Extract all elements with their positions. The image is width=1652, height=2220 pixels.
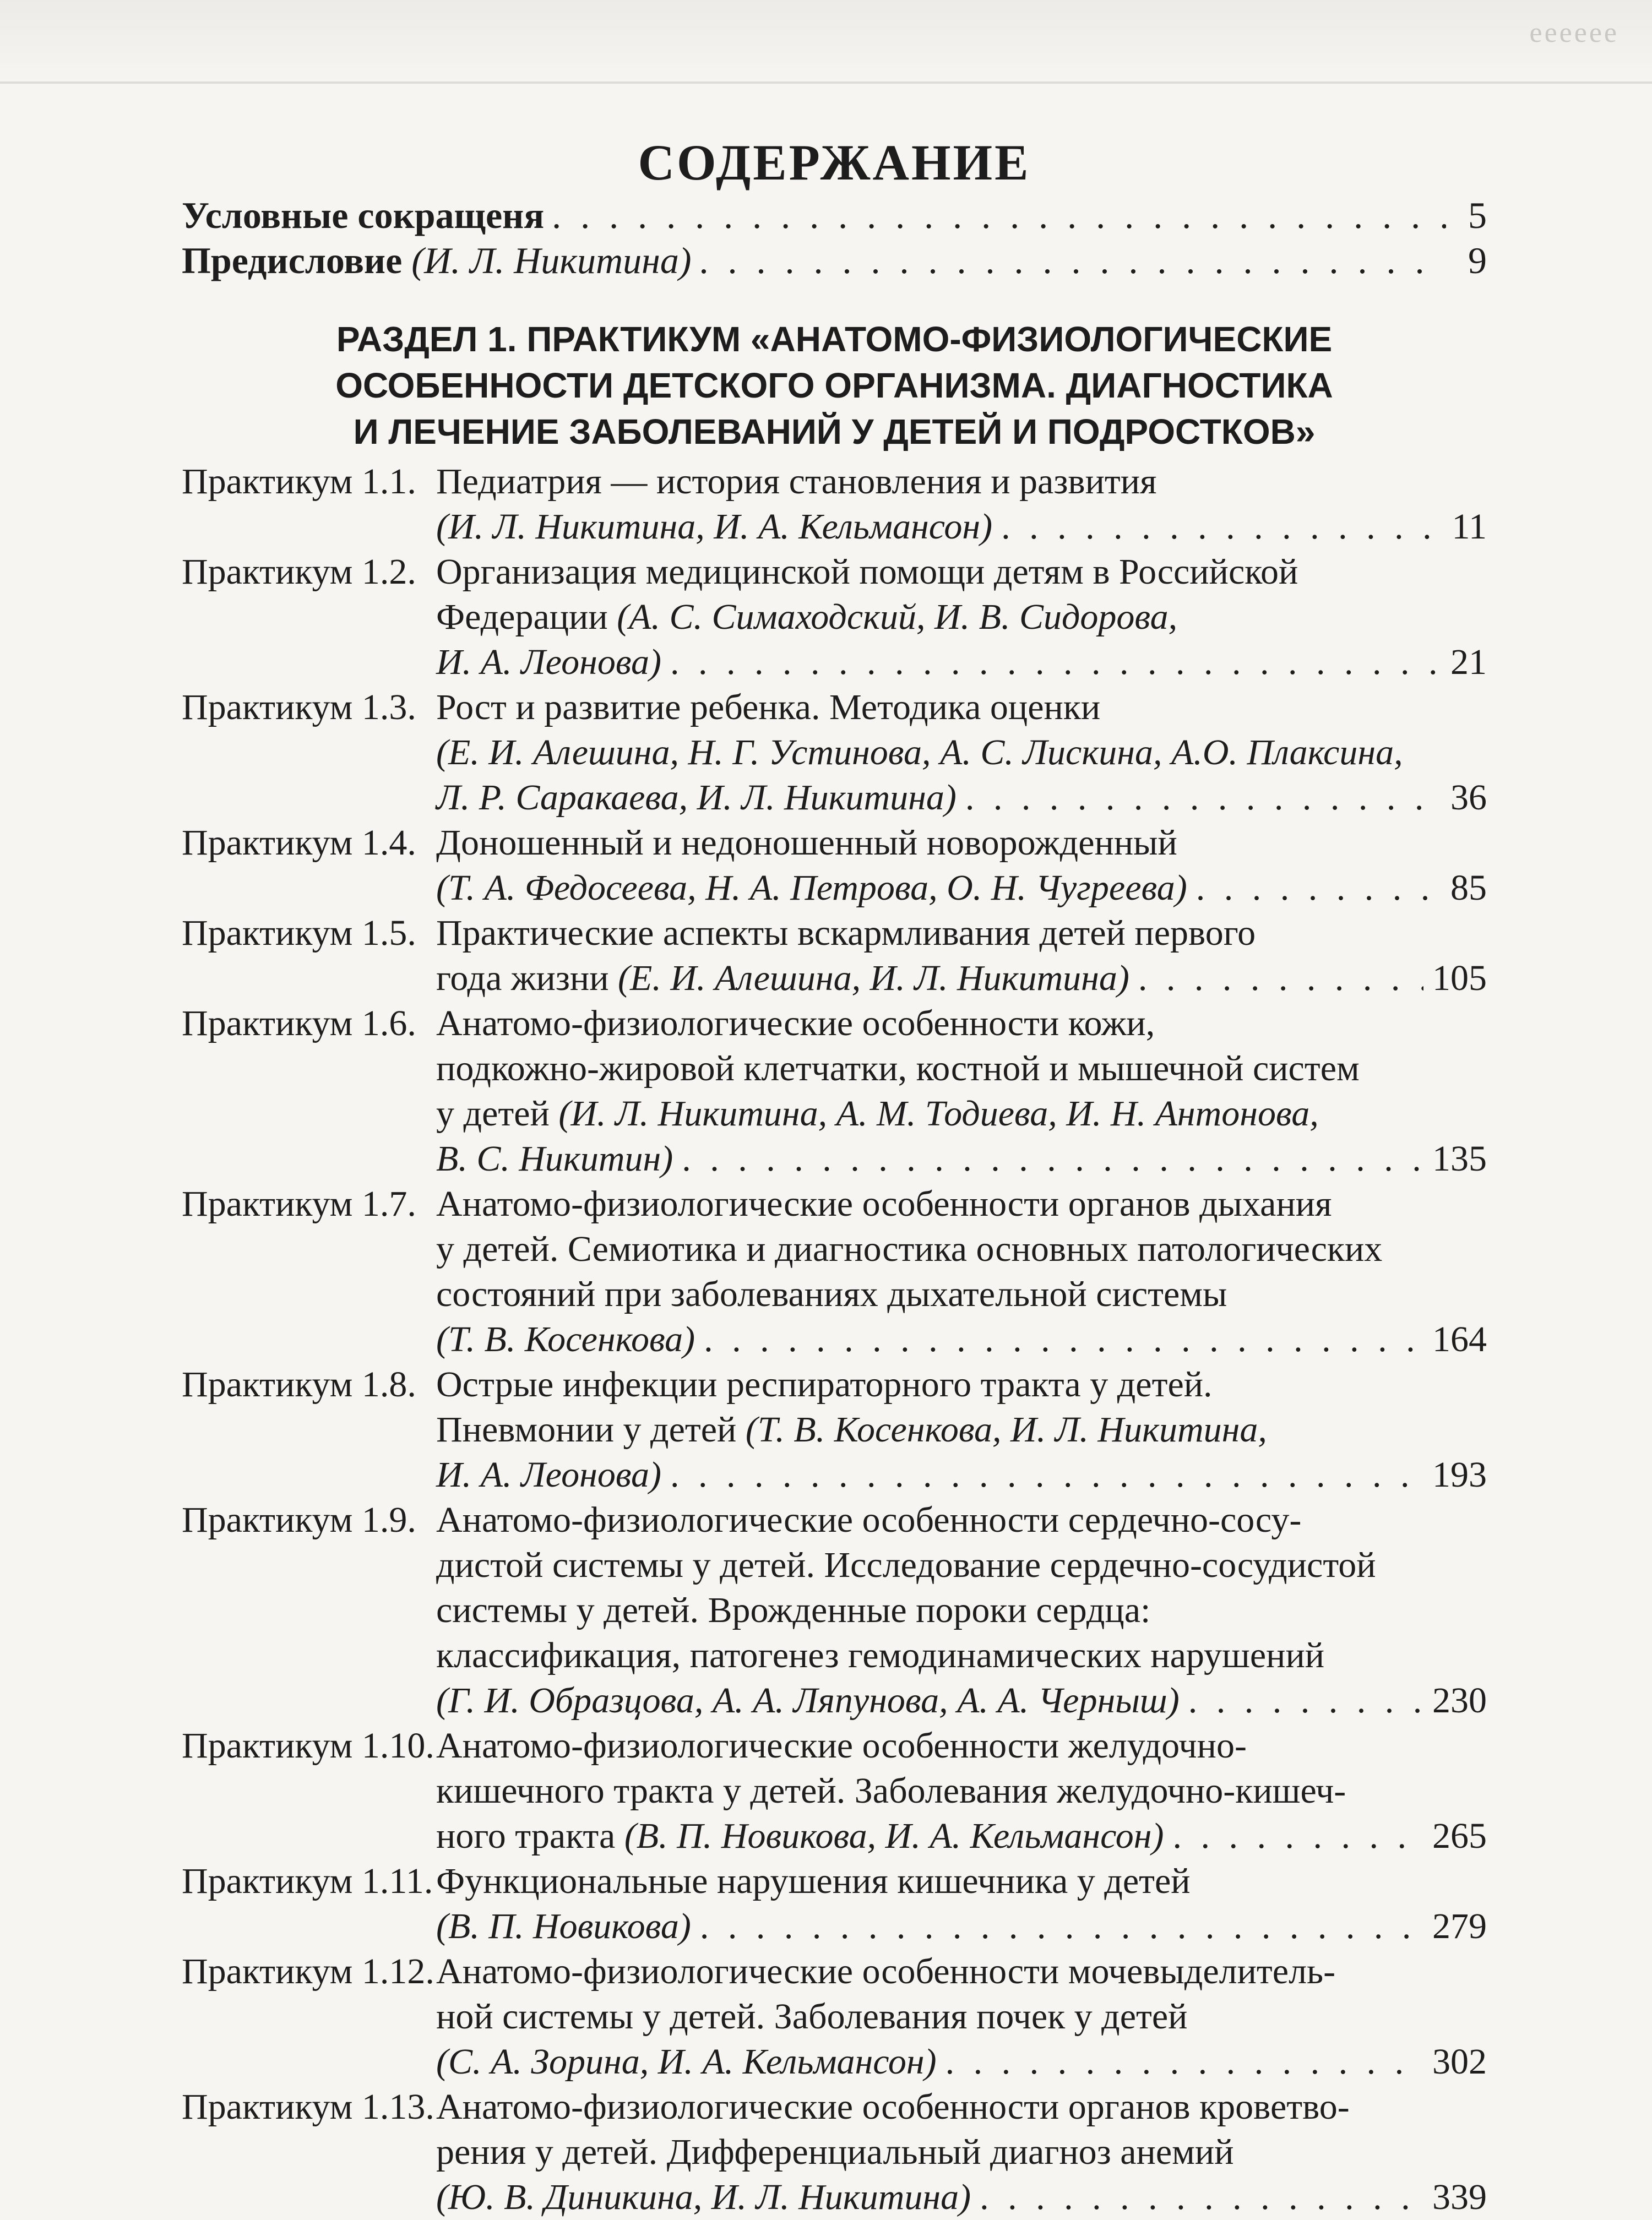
practicum-title-line: состояний при заболеваниях дыхательной системы [436,1274,1227,1314]
table-of-contents [182,132,1487,2220]
practicum-number: Практикум 1.5. [182,913,416,953]
practicum-body [436,1362,1487,1498]
practicum-number: Практикум 1.8. [182,1364,416,1405]
practicum-number: Практикум 1.11. [182,1861,433,1901]
toc-entry-practicum[interactable] [182,549,1487,685]
leader-dots [704,1317,1423,1362]
practicum-authors-cont: И. А. Леонова) [436,642,662,682]
leader-dots [1196,866,1442,911]
practicum-title-line: ной системы у детей. Заболевания почек у детей [436,1996,1188,2037]
page-number: 11 [1452,507,1487,547]
practicum-authors-cont: Л. Р. Саракаева, И. Л. Никитина) [436,777,957,818]
practicum-title-line: кишечного тракта у детей. Заболевания желудочно-кишеч- [436,1771,1346,1811]
practicum-body [436,1001,1487,1182]
leader-dots [670,1452,1423,1498]
page-number: 193 [1432,1455,1487,1495]
practicum-title-line: рения у детей. Дифференциальный диагноз анемий [436,2132,1234,2172]
practicum-authors: (Г. И. Образцова, А. А. Ляпунова, А. А. Черныш) [436,1680,1180,1721]
practicum-title-line: Анатомо-физиологические особенности органов дыхания [436,1184,1332,1224]
toc-entry-abbreviations[interactable] [182,193,1487,238]
toc-entry-practicum[interactable] [182,1859,1487,1949]
page-number: 36 [1450,777,1487,818]
practicum-body [436,1182,1487,1362]
toc-entry-preface[interactable] [182,238,1487,283]
practicum-authors: (Т. В. Косенкова, И. Л. Никитина, [745,1410,1267,1450]
practicum-title-line: Анатомо-физиологические особенности органов кроветво- [436,2087,1350,2127]
practicum-title-line: Острые инфекции респираторного тракта у детей. [436,1364,1213,1405]
leader-dots [1001,504,1443,549]
leader-dots [699,238,1446,283]
page-top-edge [0,0,1652,83]
practicum-authors: (Е. И. Алешина, И. Л. Никитина) [618,958,1129,998]
practicum-title-line: Практические аспекты вскармливания детей первого [436,913,1256,953]
page-number: 135 [1432,1139,1487,1179]
practicum-body [436,1949,1487,2085]
practicum-number: Практикум 1.2. [182,552,416,592]
practicum-number: Практикум 1.1. [182,461,416,502]
leader-dots [965,775,1442,820]
page-divider [0,81,1652,84]
practicum-authors: (И. Л. Никитина, А. М. Тодиева, И. Н. Антонова, [558,1093,1319,1134]
page-number: 339 [1432,2177,1487,2217]
page-number: 21 [1450,642,1487,682]
practicum-title-fragment: у детей [436,1093,559,1134]
practicum-final-line [436,2175,1487,2220]
practicum-title-line: Доношенный и недоношенный новорожденный [436,823,1177,863]
practicum-authors: (Е. И. Алешина, Н. Г. Устинова, А. С. Лискина, А.О. Плаксина, [436,732,1403,772]
toc-entry-practicum[interactable] [182,1182,1487,1362]
page-number: 279 [1432,1906,1487,1946]
toc-entry-practicum[interactable] [182,820,1487,911]
leader-dots [1138,956,1423,1001]
practicum-list [182,459,1487,2220]
leader-dots [980,2175,1423,2220]
practicum-title-fragment: года жизни [436,958,618,998]
practicum-number: Практикум 1.6. [182,1003,416,1043]
toc-entry-practicum[interactable] [182,1001,1487,1182]
leader-dots [1173,1814,1423,1859]
page-number: 164 [1432,1319,1487,1359]
practicum-title-line: Рост и развитие ребенка. Методика оценки [436,687,1101,727]
practicum-authors: (Т. В. Косенкова) [436,1319,695,1359]
practicum-final-line [436,640,1487,685]
practicum-title-line: классификация, патогенез гемодинамических нарушений [436,1635,1325,1675]
section-heading-line: И ЛЕЧЕНИЕ ЗАБОЛЕВАНИЙ У ДЕТЕЙ И ПОДРОСТКОВ» [353,412,1316,451]
practicum-final-line [436,1317,1487,1362]
toc-entry-practicum[interactable] [182,911,1487,1001]
toc-entry-practicum[interactable] [182,1723,1487,1859]
practicum-authors-cont: В. С. Никитин) [436,1139,673,1179]
page-number: 5 [1468,194,1487,236]
practicum-final-line [436,1678,1487,1723]
page-number: 9 [1468,240,1487,281]
practicum-final-line [436,504,1487,549]
page-number: 302 [1432,2042,1487,2082]
practicum-body [436,1498,1487,1723]
section-heading-line: РАЗДЕЛ 1. ПРАКТИКУМ «АНАТОМО-ФИЗИОЛОГИЧЕСКИЕ [336,319,1333,359]
practicum-final-line [436,1904,1487,1949]
leader-dots [682,1136,1423,1182]
practicum-author-line [436,1091,1487,1136]
leader-dots [552,193,1446,238]
practicum-body [436,2085,1487,2220]
entry-author: (И. Л. Никитина) [411,240,692,281]
practicum-number: Практикум 1.7. [182,1184,416,1224]
page-title: СОДЕРЖАНИЕ [638,134,1031,191]
practicum-number: Практикум 1.4. [182,823,416,863]
practicum-final-line [436,1814,1487,1859]
practicum-final-line [436,956,1487,1001]
practicum-title-line: дистой системы у детей. Исследование сердечно-сосудистой [436,1545,1376,1585]
practicum-authors: (С. А. Зорина, И. А. Кельмансон) [436,2042,937,2082]
practicum-number: Практикум 1.10. [182,1726,434,1766]
practicum-title-fragment: Пневмонии у детей [436,1410,746,1450]
toc-entry-practicum[interactable] [182,1498,1487,1723]
practicum-final-line [436,1452,1487,1498]
practicum-authors: (Т. А. Федосеева, Н. А. Петрова, О. Н. Чугреева) [436,868,1187,908]
practicum-authors-cont: И. А. Леонова) [436,1455,662,1495]
page-number: 265 [1432,1816,1487,1856]
entry-label: Условные сокращеня [182,194,545,236]
practicum-authors: (А. С. Симаходский, И. В. Сидорова, [617,597,1178,637]
practicum-body [436,1859,1487,1949]
practicum-final-line [436,1136,1487,1182]
bleed-through-text: ееееее [1529,17,1619,48]
leader-dots [945,2039,1423,2085]
practicum-title-line: Анатомо-физиологические особенности мочевыделитель- [436,1951,1336,1992]
toc-entry-practicum[interactable] [182,1362,1487,1498]
toc-entry-practicum[interactable] [182,1949,1487,2085]
practicum-title-line: Анатомо-физиологические особенности кожи, [436,1003,1155,1043]
practicum-author-line [436,1407,1487,1452]
practicum-body [436,1723,1487,1859]
toc-entry-practicum[interactable] [182,459,1487,549]
practicum-body [436,459,1487,549]
practicum-author-line [436,595,1487,640]
leader-dots [670,640,1442,685]
practicum-final-line [436,775,1487,820]
leader-dots [700,1904,1423,1949]
practicum-final-line [436,2039,1487,2085]
practicum-authors: (И. Л. Никитина, И. А. Кельмансон) [436,507,993,547]
practicum-final-line [436,866,1487,911]
practicum-authors: (В. П. Новикова, И. А. Кельмансон) [624,1816,1164,1856]
practicum-body [436,685,1487,820]
practicum-number: Практикум 1.3. [182,687,416,727]
practicum-body [436,549,1487,685]
practicum-title-fragment: Федерации [436,597,617,637]
leader-dots [1188,1678,1423,1723]
practicum-authors: (В. П. Новикова) [436,1906,691,1946]
practicum-body [436,911,1487,1001]
page-number: 105 [1432,958,1487,998]
practicum-title-fragment: ного тракта [436,1816,624,1856]
practicum-title-line: Организация медицинской помощи детям в Российской [436,552,1298,592]
practicum-title-line: Анатомо-физиологические особенности желудочно- [436,1726,1247,1766]
practicum-authors: (Ю. В. Диникина, И. Л. Никитина) [436,2177,971,2217]
section-heading-line: ОСОБЕННОСТИ ДЕТСКОГО ОРГАНИЗМА. ДИАГНОСТИКА [335,366,1333,405]
practicum-body [436,820,1487,911]
practicum-number: Практикум 1.9. [182,1500,416,1540]
practicum-title-line: Педиатрия — история становления и развития [436,461,1157,502]
practicum-title-line: Функциональные нарушения кишечника у детей [436,1861,1191,1901]
practicum-title-line: Анатомо-физиологические особенности сердечно-сосу- [436,1500,1302,1540]
toc-entry-practicum[interactable] [182,685,1487,820]
practicum-title-line: системы у детей. Врожденные пороки сердца: [436,1590,1151,1630]
practicum-number: Практикум 1.12. [182,1951,434,1992]
page-number: 230 [1432,1680,1487,1721]
practicum-number: Практикум 1.13. [182,2087,434,2127]
entry-label: Предисловие [182,240,403,281]
page-number: 85 [1450,868,1487,908]
practicum-title-line: подкожно-жировой клетчатки, костной и мышечной систем [436,1048,1360,1089]
practicum-title-line: у детей. Семиотика и диагностика основных патологических [436,1229,1383,1269]
practicum-author-line [436,730,1487,775]
toc-entry-practicum[interactable] [182,2085,1487,2220]
section-heading [182,316,1487,455]
